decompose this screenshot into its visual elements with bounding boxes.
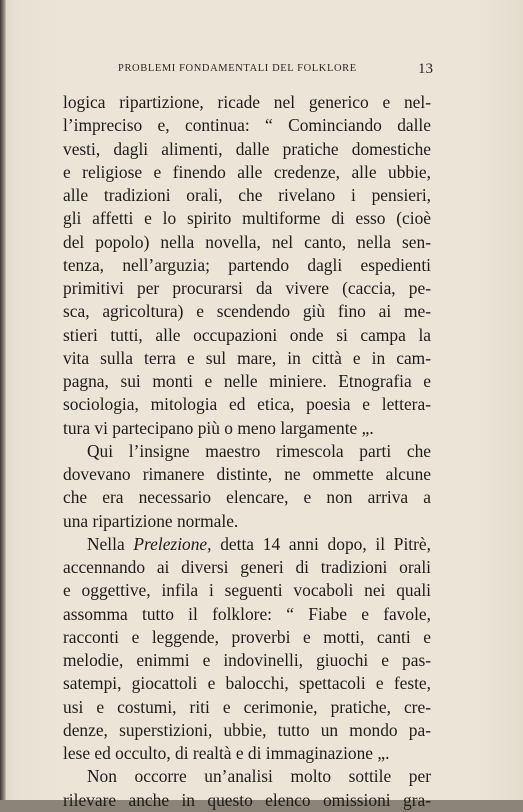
- text-line: denze, superstizioni, ubbie, tutto un mondo pa-: [63, 719, 431, 740]
- text-line: sociologia, mitologia ed etica, poesia e lettera-: [63, 394, 431, 415]
- text-segment: Nella: [87, 533, 134, 554]
- italic-title: Prelezione,: [133, 533, 212, 554]
- text-line: rilevare anche in questo elenco omissioni gra-: [63, 789, 431, 810]
- text-line: gli affetti e lo spirito multiforme di esso (cioè: [63, 208, 431, 229]
- text-line: usi e costumi, riti e cerimonie, pratiche, cre-: [63, 696, 431, 717]
- text-line: vesti, dagli alimenti, dalle pratiche domestiche: [63, 138, 431, 159]
- text-line: accennando ai diversi generi di tradizioni orali: [63, 557, 431, 577]
- text-line: Qui l’insigne maestro rimescola parti che: [87, 440, 431, 461]
- text-line: lese ed occulto, di realtà e di immaginazione „.: [63, 743, 390, 763]
- text-line: pagna, sui monti e nelle miniere. Etnografia e: [63, 371, 431, 391]
- body-text: [63, 91, 431, 812]
- text-line: assomma tutto il folklore: “ Fiabe e favole,: [63, 603, 431, 624]
- text-segment: detta 14 anni dopo, il Pitrè,: [211, 533, 432, 554]
- text-line: vita sulla terra e sul mare, in città e in cam-: [63, 347, 431, 368]
- text-line: e religiose e finendo alle credenze, alle ubbie,: [63, 161, 431, 182]
- text-line: melodie, enimmi e indovinelli, giuochi e pas-: [63, 650, 431, 670]
- text-line: sca, agricoltura) e scendendo giù fino ai me-: [63, 301, 431, 322]
- text-line: alle tradizioni orali, che rivelano i pensieri,: [63, 185, 431, 205]
- text-line: l’impreciso e, continua: “ Cominciando dalle: [63, 115, 431, 136]
- running-head: [63, 61, 433, 81]
- text-line: una ripartizione normale.: [63, 510, 239, 531]
- text-line: stieri tutti, alle occupazioni onde si campa la: [63, 324, 431, 345]
- page-spine-edge: [0, 0, 6, 800]
- text-line: satempi, giocattoli e balocchi, spettacoli e feste,: [63, 673, 431, 694]
- text-line: Non occorre un’analisi molto sottile per: [87, 766, 431, 787]
- text-line: e oggettive, infila i seguenti vocaboli nei quali: [63, 580, 431, 601]
- text-line: primitivi per procurarsi da vivere (caccia, pe-: [63, 278, 431, 298]
- page-number: 13: [418, 61, 433, 77]
- running-title: PROBLEMI FONDAMENTALI DEL FOLKLORE: [118, 63, 357, 74]
- text-line-mixed: [63, 533, 431, 556]
- text-line: tenza, nell’arguzia; partendo dagli espedienti: [63, 254, 431, 275]
- text-line: che era necessario elencare, e non arriva a: [63, 487, 431, 508]
- text-line: dovevano rimanere distinte, ne ommette alcune: [63, 464, 431, 484]
- text-line: racconti e leggende, proverbi e motti, canti e: [63, 626, 431, 647]
- text-line: logica ripartizione, ricade nel generico e nel-: [63, 92, 431, 112]
- text-line: del popolo) nella novella, nel canto, nella sen-: [63, 231, 431, 252]
- text-line: tura vi partecipano più o meno largamente „.: [63, 417, 374, 438]
